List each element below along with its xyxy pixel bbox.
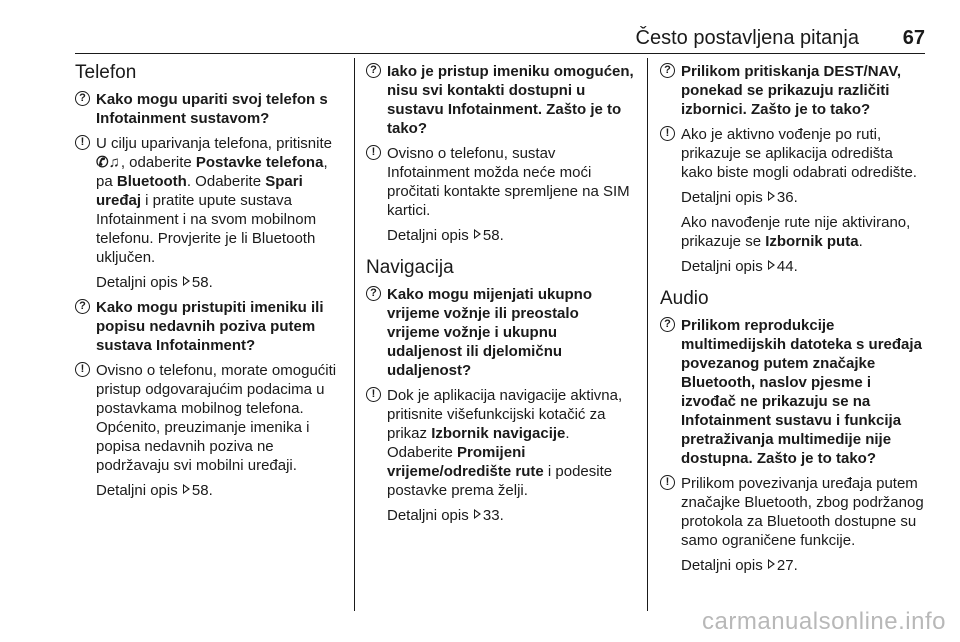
question-text: Kako mogu mijenjati ukupno vrijeme vožnje ili preostalo vrijeme vožnje i ukupnu udaljenost ili djelomičnu udaljenost? [387, 286, 593, 379]
question-icon: ? [366, 63, 381, 78]
answer-text: Prilikom povezivanja uređaja putem značajke Bluetooth, zbog podržanog protokola za Bluetooth dostupne su samo ograničene funkcije. [681, 475, 924, 549]
answer [75, 134, 343, 267]
answer [366, 144, 634, 220]
answer-text: i podesite postavke prema želji. [387, 463, 613, 499]
reference-arrow-icon [474, 229, 481, 239]
menu-term: Postavke telefona [195, 154, 324, 171]
answer-text: Ako navođenje rute nije aktivirano, prikazuje se [681, 214, 911, 250]
column-divider-2 [647, 58, 648, 611]
question-text: Prilikom pritiskanja DEST/NAV, ponekad se prikazuju različiti izbornici. Zašto je to tako? [681, 63, 902, 118]
reference-page: 58. [191, 482, 213, 499]
page-reference [681, 257, 928, 276]
section-heading-navigacija: Navigacija [366, 257, 454, 278]
menu-term: Promijeni vrijeme/odredište rute [387, 444, 544, 480]
page-reference [681, 556, 928, 575]
question [660, 316, 928, 468]
answer-text: Ako je aktivno vođenje po ruti, prikazuje se aplikacija odredišta kako biste mogli odabrati odredište. [681, 126, 917, 181]
reference-label: Detaljni opis [387, 227, 473, 244]
column-2 [366, 62, 634, 531]
question [660, 62, 928, 119]
watermark: carmanualsonline.info [702, 608, 946, 635]
page-reference [96, 481, 343, 500]
reference-arrow-icon [768, 191, 775, 201]
question [366, 285, 634, 380]
reference-label: Detaljni opis [96, 482, 182, 499]
question [75, 298, 343, 355]
question [75, 90, 343, 128]
question-icon: ? [660, 317, 675, 332]
section-heading-audio: Audio [660, 288, 709, 309]
answer-text: Dok je aplikacija navigacije aktivna, pritisnite višefunkcijski kotačić za prikaz [387, 387, 623, 442]
answer-text: Ovisno o telefonu, sustav Infotainment možda neće moći pročitati kontakte spremljene na SIM kartici. [387, 145, 630, 219]
answer-text: U cilju uparivanja telefona, pritisnite [96, 135, 332, 152]
reference-page: 27. [776, 557, 798, 574]
page-reference [387, 506, 634, 525]
answer-paragraph [681, 213, 928, 251]
exclamation-icon: ! [366, 387, 381, 402]
answer-text: . Odaberite [186, 173, 266, 190]
page-number: 67 [902, 27, 925, 49]
exclamation-icon: ! [75, 135, 90, 150]
question-text: Prilikom reprodukcije multimedijskih datoteka s uređaja povezanog putem značajke Bluetooth, naslov pjesme i izvođač ne prikazuju se na Infotainment sustavu i funkcija pretraživanja multimedije nije dostupna. Zašto je to tako? [681, 317, 922, 467]
reference-arrow-icon [768, 559, 775, 569]
question-icon: ? [75, 91, 90, 106]
answer [660, 125, 928, 182]
question-icon: ? [75, 299, 90, 314]
reference-page: 44. [776, 258, 798, 275]
reference-arrow-icon [768, 260, 775, 270]
reference-page: 58. [191, 274, 213, 291]
exclamation-icon: ! [366, 145, 381, 160]
answer-text: i pratite upute sustava Infotainment i na svom mobilnom telefonu. Provjerite je li Bluetooth uključen. [96, 192, 317, 266]
page-reference [681, 188, 928, 207]
phone-music-icon: ✆♫ [96, 154, 120, 171]
answer [75, 361, 343, 475]
column-3 [660, 62, 928, 581]
section-heading-telefon: Telefon [75, 62, 137, 83]
exclamation-icon: ! [660, 475, 675, 490]
page-reference [387, 226, 634, 245]
exclamation-icon: ! [75, 362, 90, 377]
question-text: Kako mogu pristupiti imeniku ili popisu nedavnih poziva putem sustava Infotainment? [96, 299, 324, 354]
column-1 [75, 62, 343, 506]
question-icon: ? [660, 63, 675, 78]
page-reference [96, 273, 343, 292]
reference-label: Detaljni opis [387, 507, 473, 524]
answer-text: Ovisno o telefonu, morate omogućiti pristup odgovarajućim podacima u postavkama mobilnog telefona. Općenito, preuzimanje imenika i popisa nedavnih poziva ne podržavaju svi mobilni uređaji. [96, 362, 337, 474]
header-title: Često postavljena pitanja [635, 27, 859, 49]
question-text: Kako mogu upariti svoj telefon s Infotainment sustavom? [96, 91, 328, 127]
reference-label: Detaljni opis [96, 274, 182, 291]
reference-arrow-icon [474, 509, 481, 519]
reference-label: Detaljni opis [681, 557, 767, 574]
answer-text: , odaberite [120, 154, 196, 171]
question-icon: ? [366, 286, 381, 301]
answer-text: . [858, 233, 863, 250]
reference-label: Detaljni opis [681, 258, 767, 275]
answer [366, 386, 634, 500]
column-divider-1 [354, 58, 355, 611]
menu-term: Bluetooth [116, 173, 187, 190]
page-header [75, 20, 925, 48]
question [366, 62, 634, 138]
menu-term: Izbornik puta [765, 233, 859, 250]
menu-term: Spari uređaj [96, 173, 303, 209]
answer-text: . Odaberite [387, 425, 570, 461]
reference-page: 36. [776, 189, 798, 206]
reference-page: 33. [482, 507, 504, 524]
question-text: Iako je pristup imeniku omogućen, nisu svi kontakti dostupni u sustavu Infotainment. Zašto je to tako? [387, 63, 634, 137]
reference-page: 58. [482, 227, 504, 244]
reference-label: Detaljni opis [681, 189, 767, 206]
header-divider [75, 53, 925, 54]
answer-text: , pa [96, 154, 328, 190]
answer [660, 474, 928, 550]
reference-arrow-icon [183, 276, 190, 286]
reference-arrow-icon [183, 484, 190, 494]
exclamation-icon: ! [660, 126, 675, 141]
menu-term: Izbornik navigacije [431, 425, 566, 442]
